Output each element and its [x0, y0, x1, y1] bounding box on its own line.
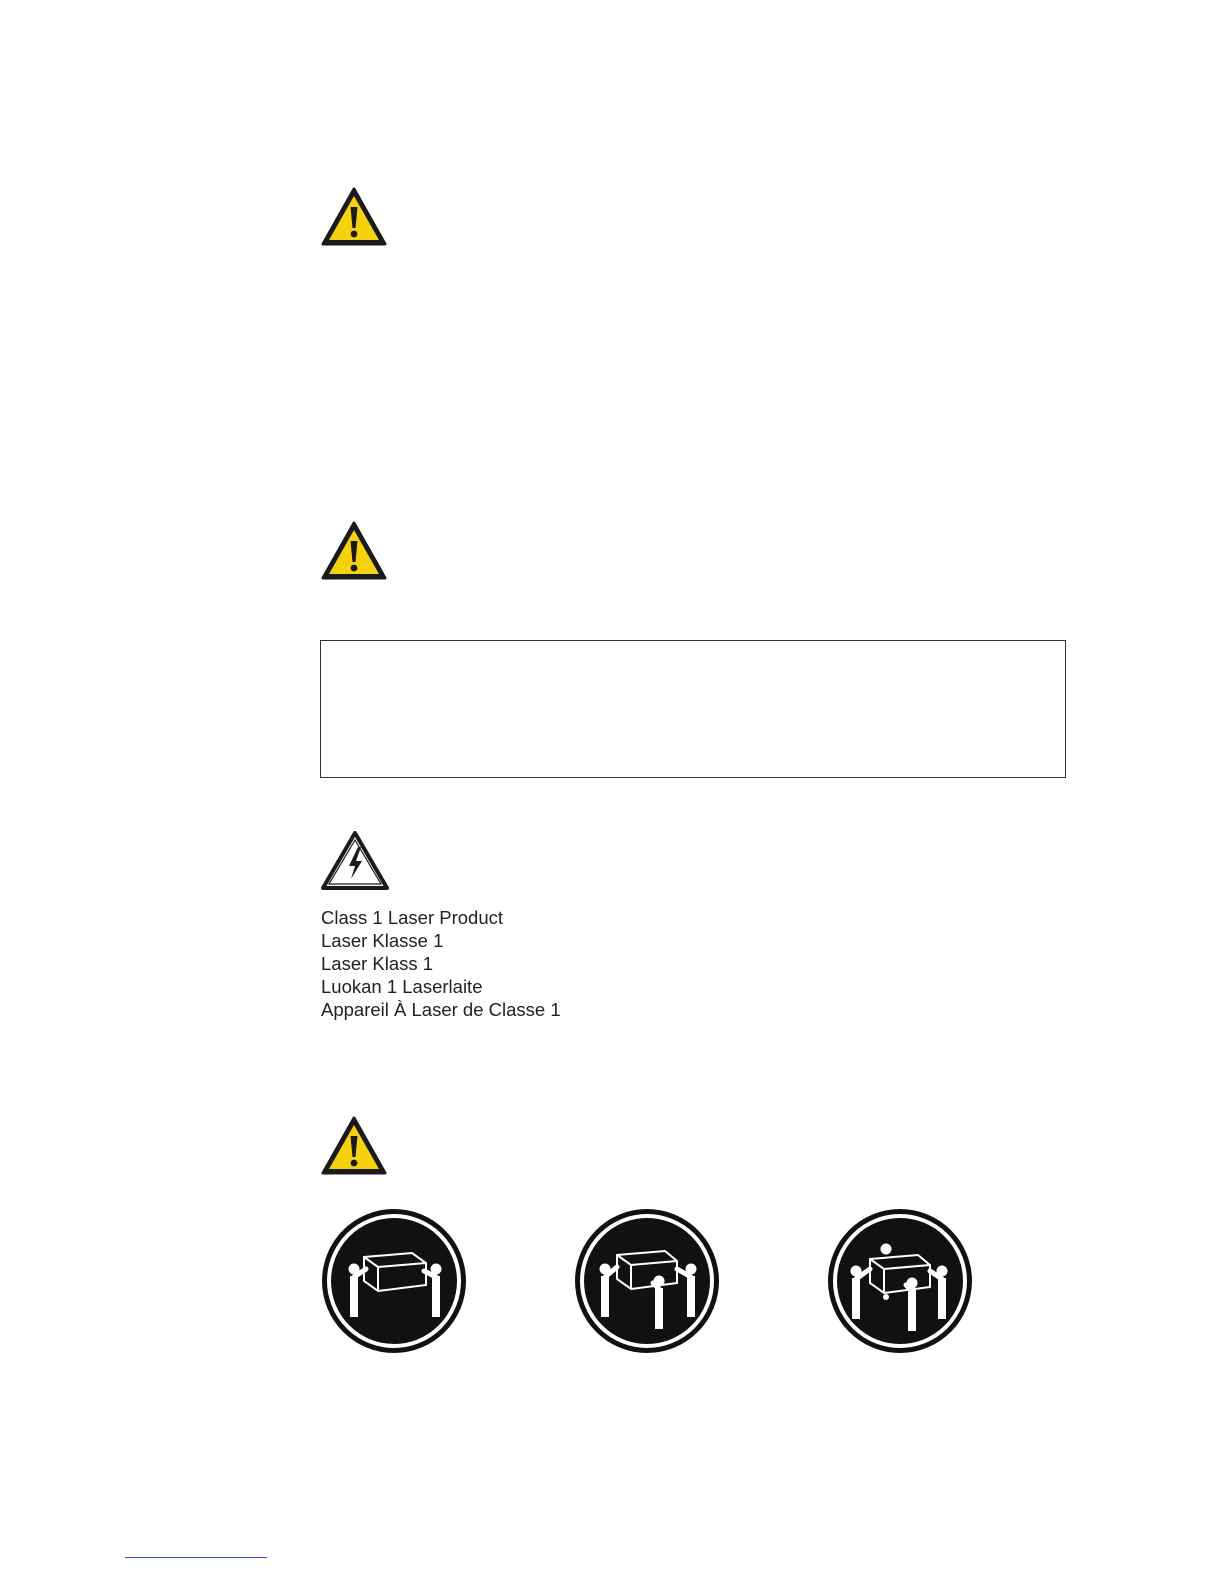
laser-label-line: Class 1 Laser Product	[321, 907, 504, 928]
laser-symbol	[320, 829, 390, 896]
laser-label-line: Laser Klasse 1	[321, 930, 444, 951]
caution-symbol-2	[320, 520, 388, 587]
footnote-rule	[125, 1557, 267, 1558]
laser-class-label	[321, 906, 561, 1021]
caution-triangle-icon	[320, 1115, 388, 1177]
caution-triangle-icon	[320, 186, 388, 248]
lift-symbol-two-person	[320, 1207, 468, 1360]
high-voltage-icon	[320, 829, 390, 891]
lift-symbol-four-person	[826, 1207, 974, 1360]
caution-symbol-1	[320, 186, 388, 253]
three-person-lift-icon	[573, 1207, 721, 1355]
laser-label-line: Appareil À Laser de Classe 1	[321, 999, 561, 1020]
four-person-lift-icon	[826, 1207, 974, 1355]
caution-triangle-icon	[320, 520, 388, 582]
lift-symbol-three-person	[573, 1207, 721, 1360]
caution-symbol-3	[320, 1115, 388, 1182]
notice-box	[320, 640, 1066, 778]
laser-label-line: Laser Klass 1	[321, 953, 434, 974]
laser-label-line: Luokan 1 Laserlaite	[321, 976, 483, 997]
two-person-lift-icon	[320, 1207, 468, 1355]
